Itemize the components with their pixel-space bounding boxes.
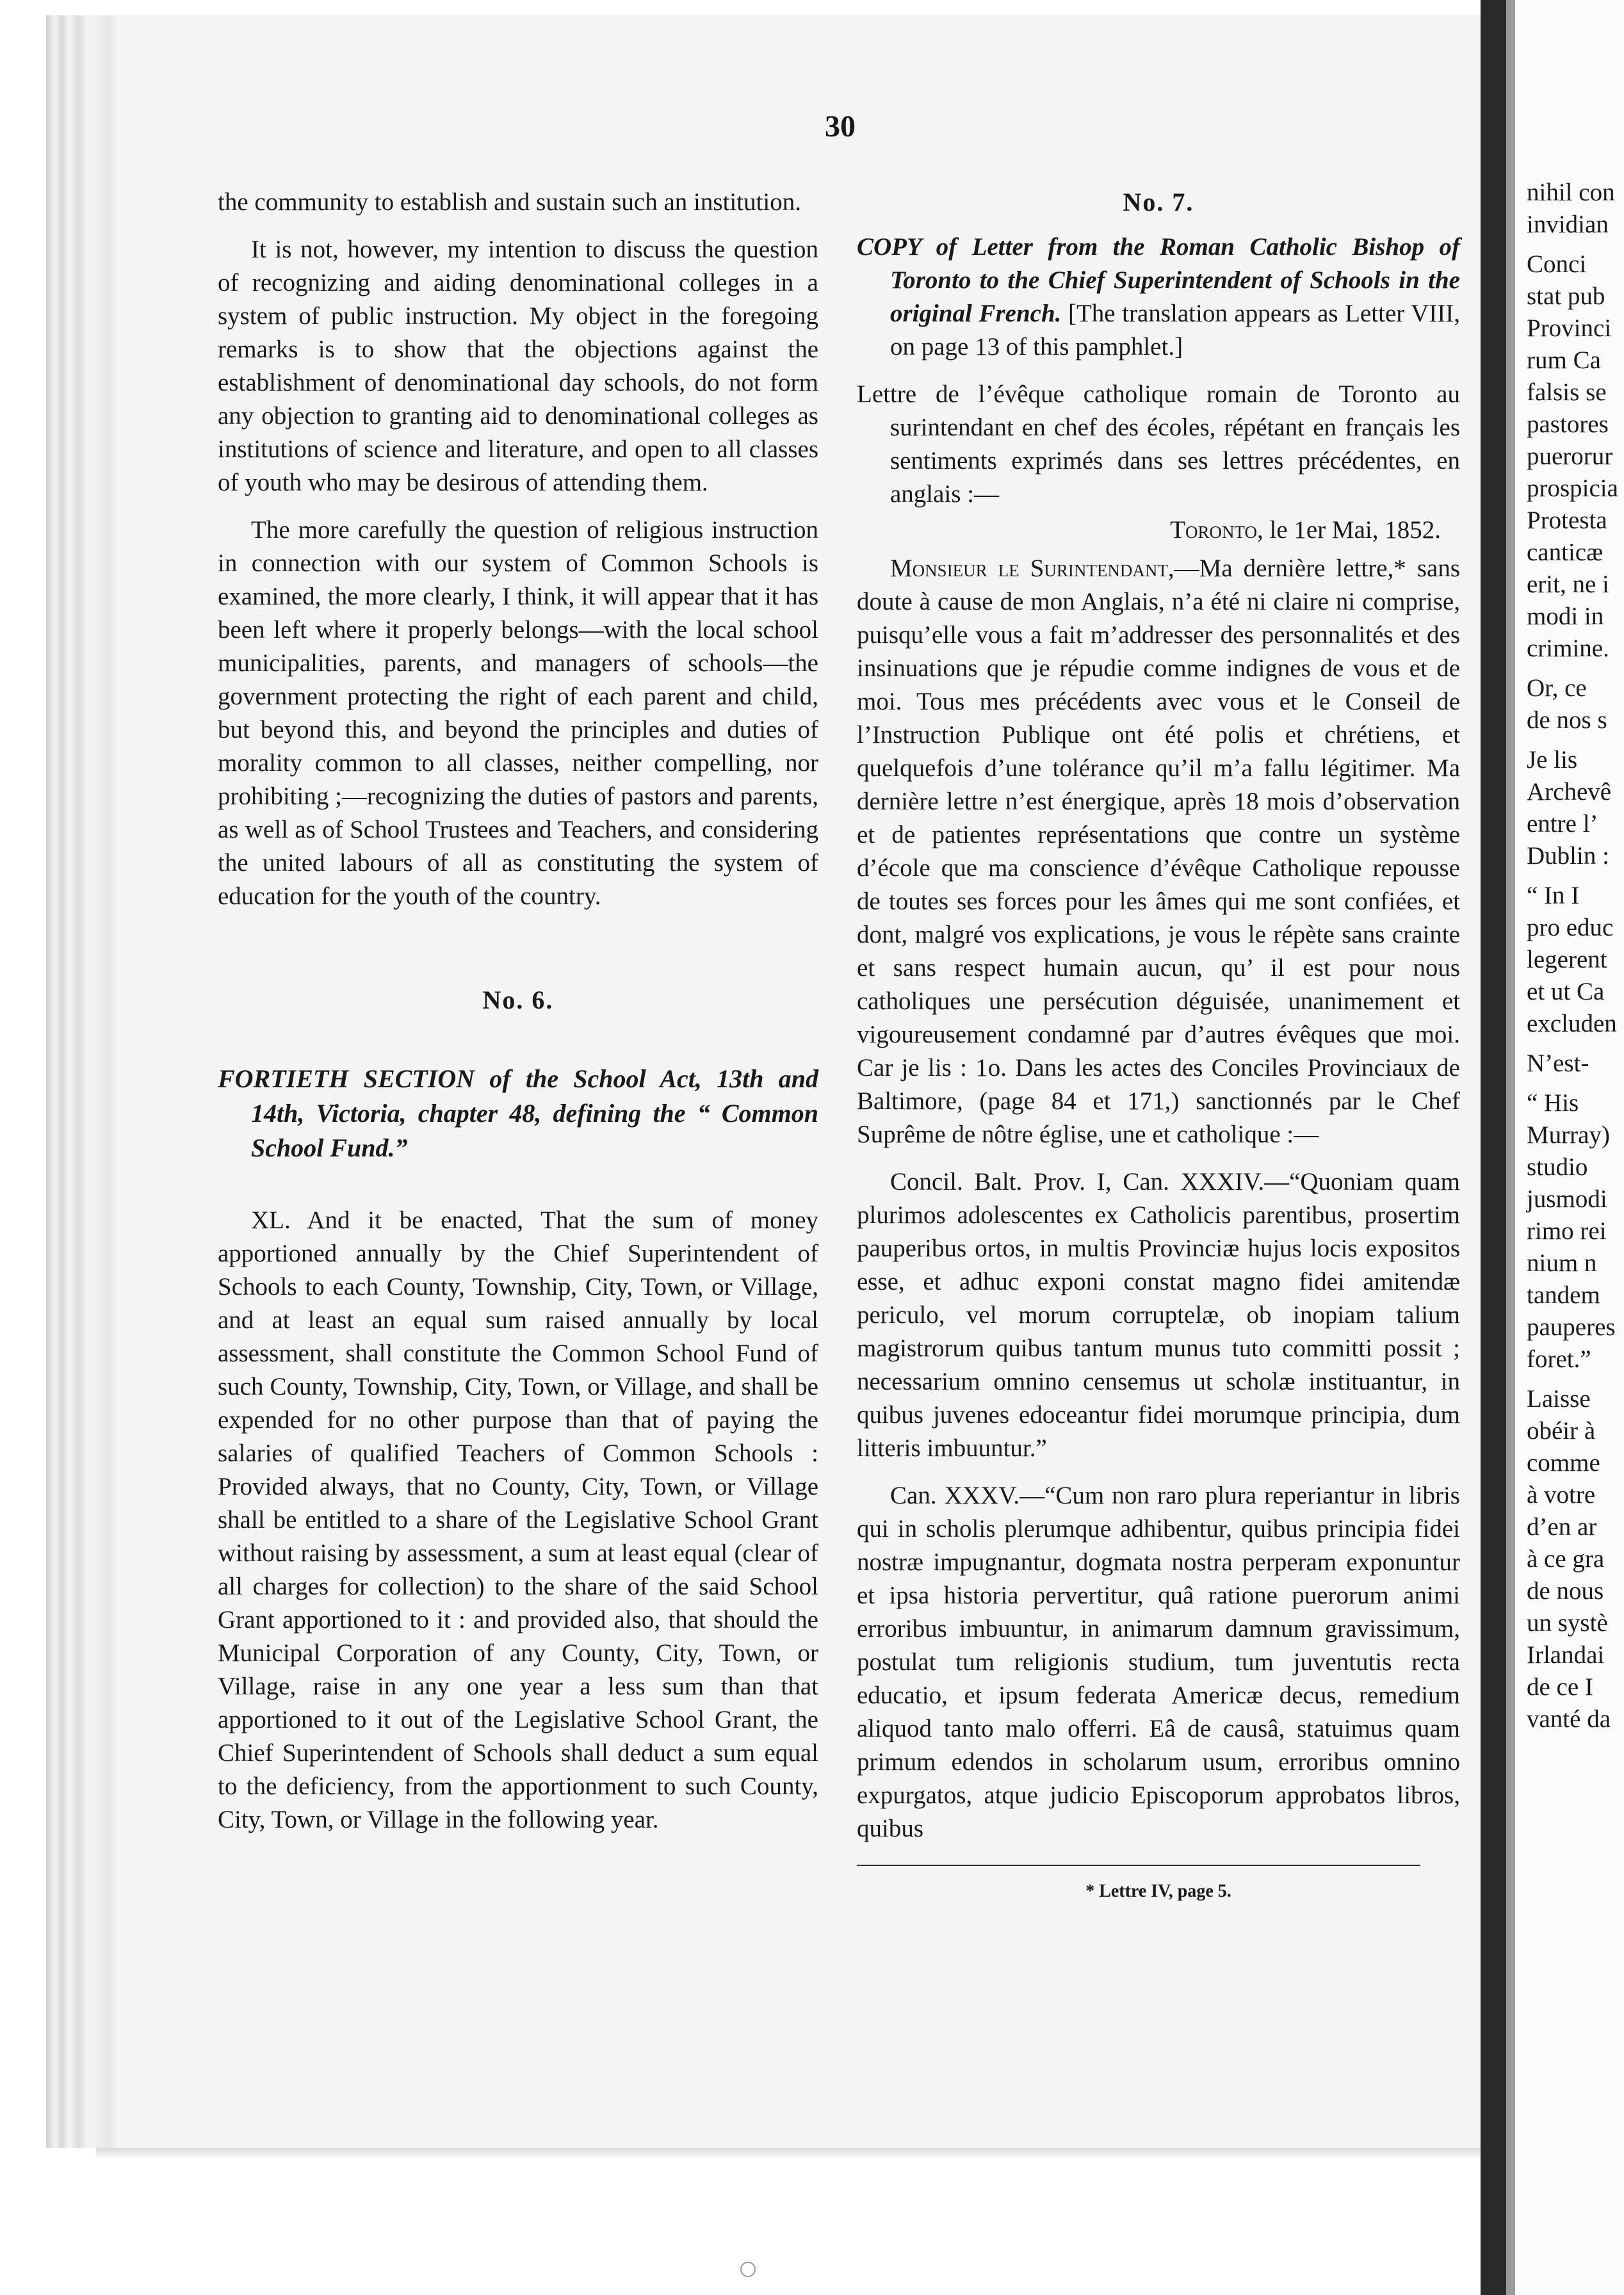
facing-page-line: legerent bbox=[1527, 946, 1607, 973]
middle-column bbox=[857, 186, 1460, 1904]
facing-page-line: Laisse bbox=[1527, 1385, 1591, 1413]
facing-page-line: d’en ar bbox=[1527, 1513, 1597, 1541]
paragraph-section-xl: XL. And it be enacted, That the sum of money apportioned annually by the Chief Superintendent of Schools to each County, Township, City, Town, or Village, and at least an equal sum raised annually by local assessment, shall constitute the Common School Fund of such County, Township, City, Town, or Village, and shall be expended for no other purpose than that of paying the salaries of qualified Teachers of Common Schools : Provided always, that no County, City, Town, or Village shall be entitled to a share of the Legislative School Grant without raising by assessment, a sum at least equal (clear of all charges for collection) to the share of the said School Grant apportioned to it : and provided also, that should the Municipal Corporation of any County, City, Town, or Village, raise in any one year a less sum than that apportioned to it out of the Legislative School Grant, the Chief Superintendent of Schools shall deduct a sum equal to the deficiency, from the apportionment to such County, City, Town, or Village in the following year. bbox=[218, 1206, 818, 1833]
facing-page-line: comme bbox=[1527, 1449, 1600, 1477]
facing-page-line: Dublin : bbox=[1527, 842, 1609, 870]
section-title-fortieth bbox=[218, 1062, 818, 1165]
facing-page-line: Je lis bbox=[1527, 746, 1578, 774]
letter-date-rest: le 1er Mai, 1852. bbox=[1263, 516, 1441, 544]
facing-page-line: prospicia bbox=[1527, 474, 1618, 502]
facing-page-line: N’est- bbox=[1527, 1050, 1589, 1077]
facing-page-line: de ce I bbox=[1527, 1673, 1593, 1701]
scan-page-edge bbox=[46, 15, 117, 2148]
facing-page-line: Or, ce bbox=[1527, 674, 1587, 702]
book-spine-highlight bbox=[1506, 0, 1515, 2295]
facing-page-line: et ut Ca bbox=[1527, 978, 1605, 1005]
letter-salutation: Monsieur le Surintendant, bbox=[890, 555, 1174, 582]
paragraph-continuation: the community to establish and sustain such an institution. bbox=[218, 188, 801, 216]
facing-page-line: rimo rei bbox=[1527, 1217, 1607, 1245]
facing-page-line: “ In I bbox=[1527, 882, 1580, 909]
facing-page-line: obéir à bbox=[1527, 1417, 1596, 1445]
facing-page-text bbox=[1527, 177, 1624, 1735]
letter-body bbox=[857, 552, 1460, 1151]
facing-page-line: Irlandai bbox=[1527, 1641, 1605, 1669]
facing-page-line: canticæ bbox=[1527, 539, 1604, 566]
facing-page-line: un systè bbox=[1527, 1609, 1608, 1637]
facing-page-line: studio bbox=[1527, 1153, 1588, 1181]
facing-page-line: entre l’ bbox=[1527, 810, 1598, 838]
facing-page-line: tandem bbox=[1527, 1281, 1600, 1309]
facing-page-line: nium n bbox=[1527, 1249, 1597, 1277]
facing-page-line: foret.” bbox=[1527, 1345, 1591, 1373]
facing-page-line: à ce gra bbox=[1527, 1545, 1605, 1573]
scan-sheet-mark bbox=[740, 2262, 756, 2277]
facing-page-line: puerorur bbox=[1527, 442, 1613, 470]
letter-date bbox=[857, 514, 1460, 547]
letter-copy-title bbox=[857, 231, 1460, 364]
facing-page-line: stat pub bbox=[1527, 282, 1605, 310]
copy-title-note: [The translation appears as Letter VIII, on page 13 of this pamphlet.] bbox=[890, 300, 1460, 361]
facing-page-line: falsis se bbox=[1527, 378, 1607, 406]
facing-page-line: excluden bbox=[1527, 1010, 1617, 1037]
letter-body-text: —Ma dernière lettre,* sans doute à cause de mon Anglais, n’a été ni claire ni comprise, puisqu’elle vous a fait m’addresser des personnalités et des insinuations que je répudie comme indignes de vous et de moi. Tous mes précédents avec vous et le Conseil de l’Instruction Publique ont été polis et chrétiens, et quelquefois d’une tolérance qu’il m’a fallu légitimer. Ma dernière lettre n’est énergique, après 18 mois d’observation et de patientes représentations que contre un système d’école que ma conscience d’évêque Catholique repousse de toutes ses forces pour les âmes qui me sont confiées, et dont, malgré vos explications, je vous le répète sans crainte et sans respect humain aucun, qu’ il est pour nous catholiques une persécution déguisée, unanimement et vigoureusement condamné par d’autres évêques que moi. Car je lis : 1o. Dans les actes des Conciles Provinciaux de Baltimore, (page 84 et 171,) sanctionnés par le Chef Suprême de nôtre église, une et catholique :— bbox=[857, 555, 1460, 1148]
facing-page-line: “ His bbox=[1527, 1089, 1579, 1117]
facing-page-line: nihil con bbox=[1527, 179, 1615, 206]
paragraph-denominational-colleges: It is not, however, my intention to discuss the question of recognizing and aiding denominational colleges in a system of public instruction. My object in the foregoing remarks is to show that the objections against the establishment of denominational day schools, do not form any objection to granting aid to denominational colleges as institutions of science and literature, and open to all classes of youth who may be desirous of attending them. bbox=[218, 236, 818, 496]
facing-page-line: Protesta bbox=[1527, 507, 1607, 534]
french-letter-heading: Lettre de l’évêque catholique romain de Toronto au surintendant en chef des écoles, répétant en français les sentiments exprimés dans ses lettres précédentes, en anglais :— bbox=[857, 380, 1460, 508]
facing-page-line: Conci bbox=[1527, 250, 1587, 278]
facing-page-line: de nos s bbox=[1527, 706, 1607, 734]
facing-page-line: Murray) bbox=[1527, 1121, 1610, 1149]
facing-page-line: jusmodi bbox=[1527, 1185, 1607, 1213]
facing-page-line: à votre bbox=[1527, 1481, 1596, 1509]
facing-page-line: vanté da bbox=[1527, 1705, 1611, 1733]
latin-quote-can-34: Concil. Balt. Prov. I, Can. XXXIV.—“Quoniam quam plurimos adolescentes ex Catholicis parentibus, prosertim pauperibus ortos, in multis Provinciæ hujus locis expositos esse, et adhuc exponi constat magno fidei amitendæ periculo, vel morum corruptelæ, ob inopiam talium magistrorum quibus tantum munus tuto committi possit ; necessarium omnino censemus ut scholæ instituantur, in quibus juvenes edoceantur fidei morumque principia, dum litteris imbuuntur.” bbox=[857, 1168, 1460, 1462]
section-title-rest: of the School Act, 13th and 14th, Victoria, chapter 48, defining the “ Common School Fund.” bbox=[251, 1064, 818, 1162]
book-spine bbox=[1481, 0, 1506, 2295]
facing-page-line: pro educ bbox=[1527, 914, 1614, 941]
page-number: 30 bbox=[825, 109, 856, 143]
footnote: * Lettre IV, page 5. bbox=[1085, 1881, 1231, 1901]
facing-page-line: rum Ca bbox=[1527, 346, 1601, 374]
left-column bbox=[218, 186, 818, 1837]
facing-page-line: de nous bbox=[1527, 1577, 1604, 1605]
facing-page-line: pastores bbox=[1527, 410, 1609, 438]
facing-page-line: invidian bbox=[1527, 211, 1609, 238]
facing-page-line: Provinci bbox=[1527, 314, 1612, 342]
section-number-7: No. 7. bbox=[1123, 188, 1194, 216]
facing-page-line: modi in bbox=[1527, 603, 1604, 630]
facing-page-line: crimine. bbox=[1527, 635, 1609, 662]
facing-page-line: pauperes bbox=[1527, 1313, 1616, 1341]
section-title-bold: FORTIETH SECTION bbox=[218, 1064, 475, 1093]
paragraph-religious-instruction: The more carefully the question of religious instruction in connection with our system of Common Schools is examined, the more clearly, I think, it will appear that it has been left where it properly belongs—with the local school municipalities, parents, and managers of schools—the government protecting the right of each parent and child, but beyond this, and beyond the principles and duties of morality common to all classes, neither compelling, nor prohibiting ;—recognizing the duties of pastors and parents, as well as of School Trustees and Teachers, and considering the united labours of all as constituting the system of education for the youth of the country. bbox=[218, 516, 818, 910]
letter-date-place: Toronto, bbox=[1170, 516, 1263, 544]
copy-title-italic: COPY of Letter from the Roman Catholic Bishop of Toronto to the Chief Superintendent of Schools in the original French. bbox=[857, 233, 1460, 327]
section-number-6: No. 6. bbox=[482, 985, 554, 1014]
facing-page-line: erit, ne i bbox=[1527, 571, 1609, 598]
facing-page-line: Archevê bbox=[1527, 778, 1612, 806]
footnote-rule bbox=[857, 1865, 1420, 1866]
page-shadow bbox=[96, 2148, 1481, 2159]
latin-quote-can-35: Can. XXXV.—“Cum non raro plura reperiantur in libris qui in scholis plerumque adhibentur, quibus principia fidei nostræ impugnantur, dogmata nostra perperam exponuntur et ipsa historia pervertitur, quâ ratione puerorum animi erroribus imbuuntur, in animarum damnum gravissimum, postulat tum religionis studium, tum juventutis recta educatio, et ipsum federata Americæ decus, remedium aliquod tanto malo offerri. Eâ de causâ, statuimus quam primum edendos in scholarum usum, erroribus omnino expurgatos, atque judicio Episcoporum approbatos libros, quibus bbox=[857, 1482, 1460, 1842]
